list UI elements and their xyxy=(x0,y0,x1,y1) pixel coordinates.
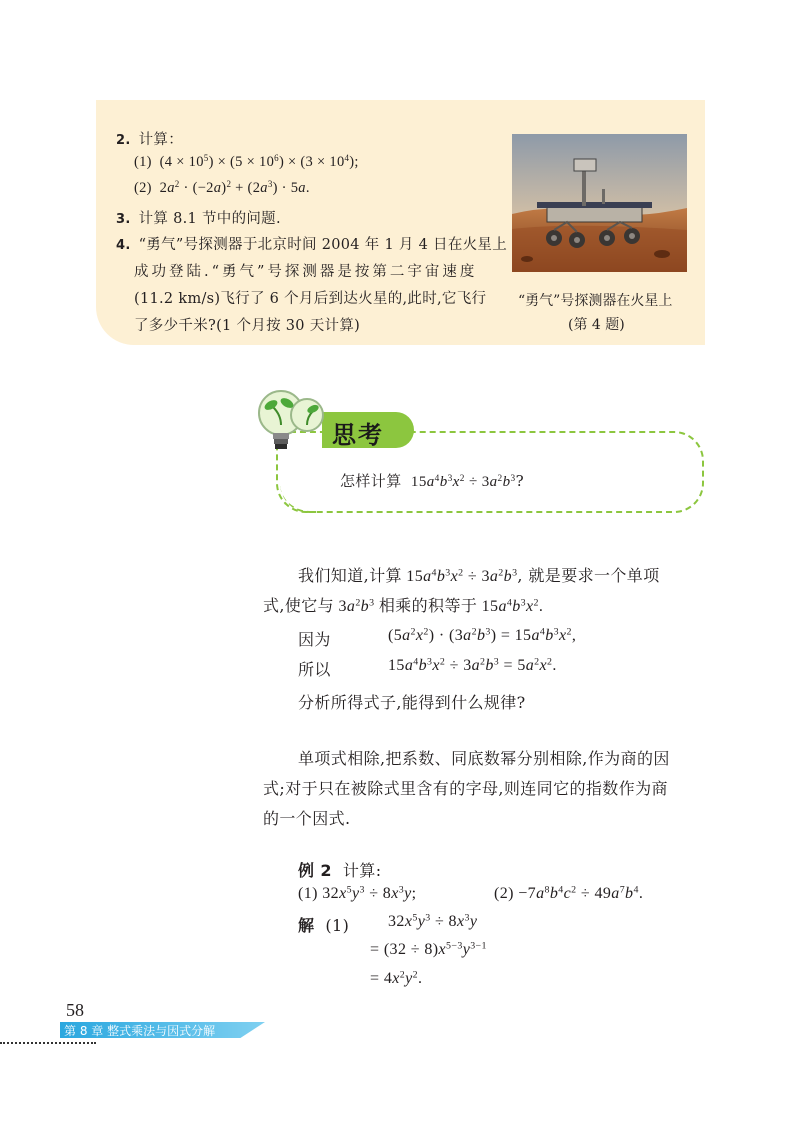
think-question xyxy=(340,470,524,491)
exercise-4-line4: 了多少千米?(1 个月按 30 天计算) xyxy=(134,318,361,334)
mars-rover-icon xyxy=(512,134,687,272)
chapter-label: 第 8 章 整式乘法与因式分解 xyxy=(64,1024,216,1038)
think-title: 思考 xyxy=(332,421,384,449)
rule-line-1: 单项式相除,把系数、同底数幂分别相除,作为商的因 xyxy=(298,749,670,768)
because-label: 因为 xyxy=(298,630,331,649)
body-p1-expression-2: $3a^2b^3$ xyxy=(334,597,375,615)
exercise-2-number: 2. xyxy=(116,133,131,148)
exercise-2-1-expression: $(4 \times 10^5) \times (5 \times 10^6) \times (3 \times 10^4)$; xyxy=(155,153,359,170)
exercise-2-2-label: (2) xyxy=(134,180,152,196)
body-p1-d: 相乘的积等于 xyxy=(378,596,478,615)
example-2-part-1-label: (1) xyxy=(298,885,318,902)
exercise-2-2-expression: $2a^2 \cdot (-2a)^2 + (2a^3) \cdot 5a$. xyxy=(155,179,310,196)
body-paragraph-2: 分析所得式子,能得到什么规律? xyxy=(298,693,526,712)
because-expression: $(5a^2x^2) \cdot (3a^2b^3) = 15a^4b^3x^2$, xyxy=(388,626,577,644)
body-p1-b: , 就是要求一个单项 xyxy=(517,566,660,585)
therefore-expression: $15a^4b^3x^2 \div 3a^2b^3 = 5a^2x^2$. xyxy=(388,656,557,674)
exercise-4-text-1: “勇气”号探测器于北京时间 2004 年 1 月 4 日在火星上 xyxy=(138,237,508,253)
exercise-2-1-label: (1) xyxy=(134,154,152,170)
solution-step-1: $32x^5y^3 \div 8x^3y$ xyxy=(388,912,478,930)
exercise-2 xyxy=(116,128,183,149)
exercise-4-number: 4. xyxy=(116,238,131,253)
example-2-part-1: (1) $32x^5y^3 \div 8x^3y$; xyxy=(298,884,417,902)
think-question-prefix: 怎样计算 xyxy=(340,472,402,490)
exercise-2-2 xyxy=(134,180,310,197)
body-paragraph-1-line2 xyxy=(263,593,543,616)
body-p1-a: 我们知道,计算 xyxy=(298,566,402,585)
solution-step-2: = $(32 \div 8)x^{5-3}y^{3-1}$ xyxy=(370,940,487,958)
think-question-expression: $15a^4b^3x^2 \div 3a^2b^3$ xyxy=(406,473,516,490)
photo-caption-question-ref: (第 4 题) xyxy=(568,317,625,333)
solution-label: 解 xyxy=(298,916,315,935)
rule-line-2: 式;对于只在被除式里含有的字母,则连同它的指数作为商 xyxy=(263,779,668,798)
body-p1-expression-1: $15a^4b^3x^2 \div 3a^2b^3$ xyxy=(401,567,518,585)
solution-part-label: (1) xyxy=(325,916,350,935)
think-question-suffix: ? xyxy=(515,472,525,490)
exercise-3-number: 3. xyxy=(116,212,131,227)
body-p1-c: 式,使它与 xyxy=(263,596,335,615)
example-2-part-2-label: (2) xyxy=(494,885,514,902)
mars-rover-photo xyxy=(512,134,687,272)
exercise-2-text: 计算： xyxy=(138,132,183,148)
exercise-3-text: 计算 8.1 节中的问题. xyxy=(138,211,281,227)
lightbulb-sprout-icon xyxy=(255,385,335,460)
example-2-label: 例 2 xyxy=(298,861,332,880)
exercise-3 xyxy=(116,207,281,228)
body-paragraph-1-line1 xyxy=(298,563,660,586)
exercise-4-line1 xyxy=(116,233,507,254)
rule-line-3: 的一个因式. xyxy=(263,809,351,828)
exercise-4-line3: (11.2 km/s)飞行了 6 个月后到达火星的,此时,它飞行 xyxy=(134,291,487,307)
therefore-label: 所以 xyxy=(298,660,331,679)
exercise-2-1 xyxy=(134,154,359,171)
example-2-part-2: $(2) -7a^8b^4c^2 \div 49a^7b^4$. xyxy=(494,884,644,902)
photo-caption: “勇气”号探测器在火星上 xyxy=(518,293,673,309)
page-number: 58 xyxy=(66,1000,84,1020)
example-2-heading xyxy=(298,858,381,881)
solution-heading xyxy=(298,913,349,936)
solution-step-3: = $4x^2y^2$. xyxy=(370,969,423,987)
body-p1-expression-3: $15a^4b^3x^2$. xyxy=(477,597,544,615)
example-2-task: 计算: xyxy=(342,861,382,880)
footer-dotted-rule xyxy=(0,1042,96,1044)
exercise-4-line2: 成功登陆.“勇气”号探测器是按第二宇宙速度 xyxy=(134,264,478,280)
